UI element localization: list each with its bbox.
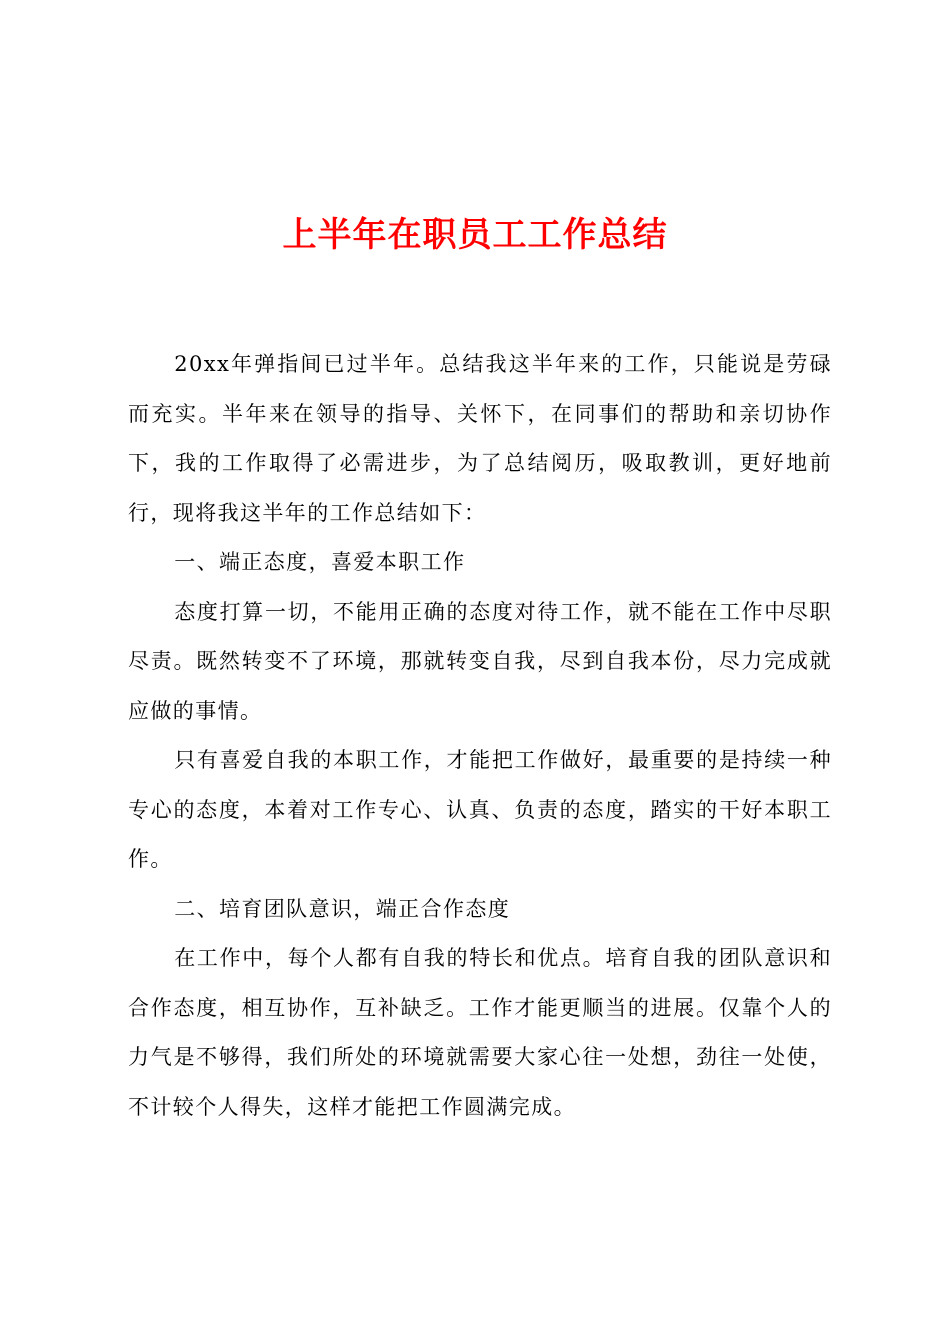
paragraph-attitude: 态度打算一切，不能用正确的态度对待工作，就不能在工作中尽职尽责。既然转变不了环境，那就转变自我，尽到自我本份，尽力完成就应做的事情。 (128, 599, 832, 723)
paragraph-teamwork: 在工作中，每个人都有自我的特长和优点。培育自我的团队意识和合作态度，相互协作，互补缺乏。工作才能更顺当的进展。仅靠个人的力气是不够得，我们所处的环境就需要大家心往一处想，劲往一处使，不计较个人得失，这样才能把工作圆满完成。 (128, 946, 832, 1119)
document-title: 上半年在职员工工作总结 (282, 215, 668, 255)
section-heading-1: 一、端正态度，喜爱本职工作 (174, 550, 466, 574)
paragraph-love-work: 只有喜爱自我的本职工作，才能把工作做好，最重要的是持续一种专心的态度，本着对工作专心、认真、负责的态度，踏实的干好本职工作。 (128, 748, 832, 871)
paragraph-intro: 20xx年弹指间已过半年。总结我这半年来的工作，只能说是劳碌而充实。半年来在领导的指导、关怀下，在同事们的帮助和亲切协作下，我的工作取得了必需进步，为了总结阅历，吸取教训，更好地前行，现将我这半年的工作总结如下： (128, 352, 832, 525)
section-heading-2: 二、培育团队意识，端正合作态度 (174, 896, 511, 921)
document-body (128, 340, 832, 1132)
